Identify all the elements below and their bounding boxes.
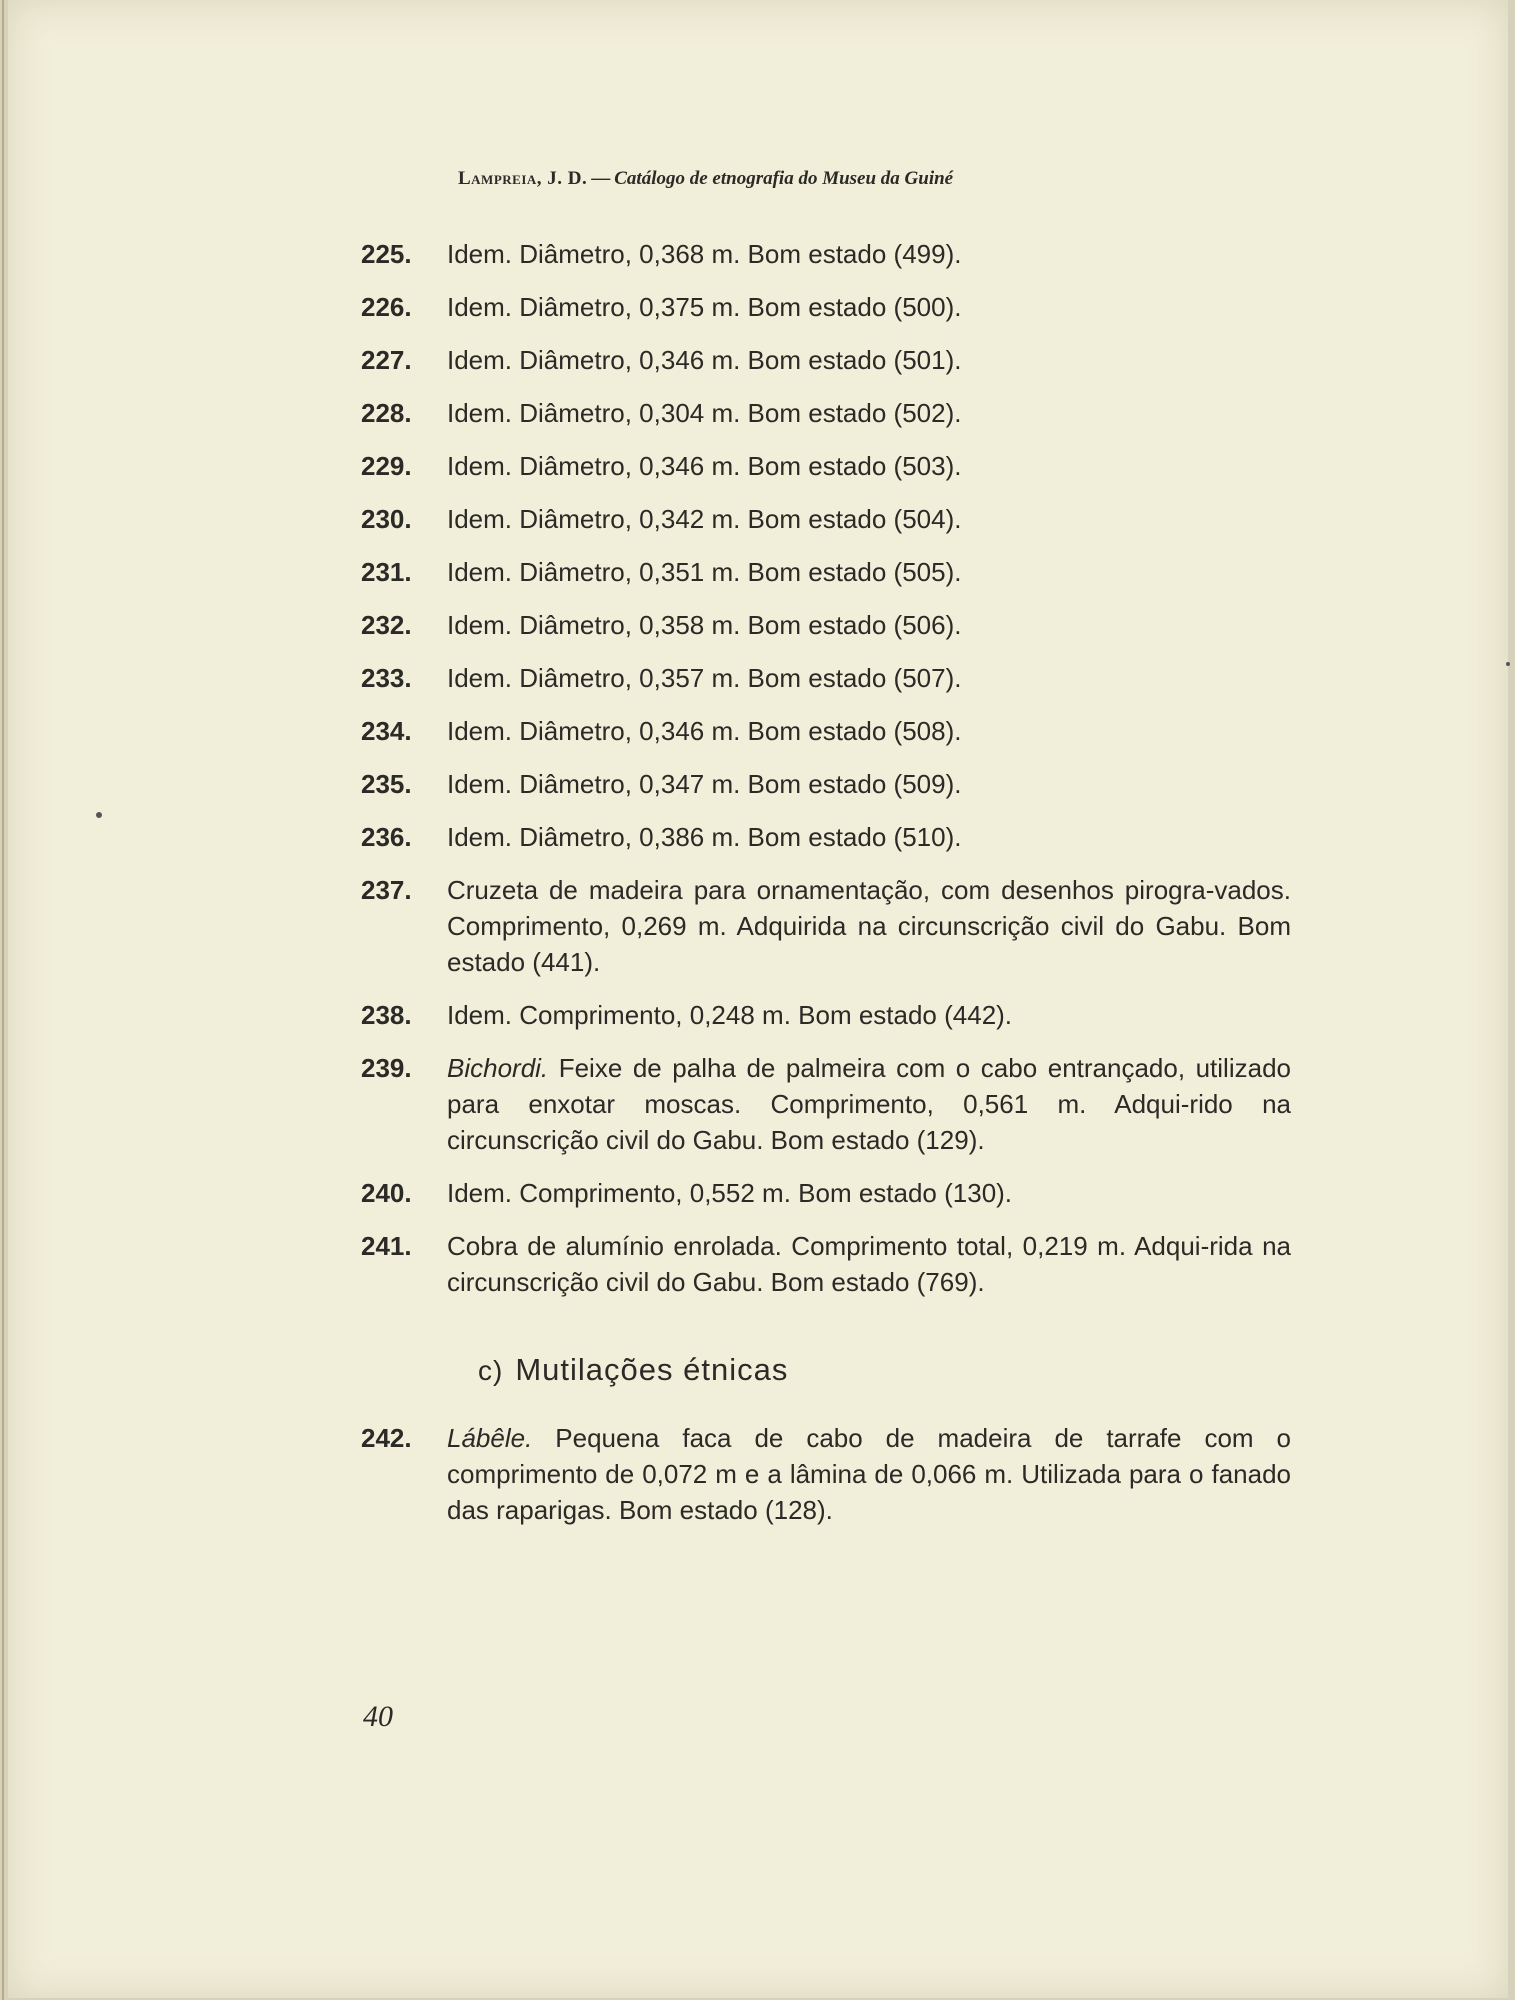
header-title: Catálogo de etnografia do Museu da Guiné [614, 168, 954, 189]
entry-number: 236. [361, 822, 412, 852]
entry-number: 232. [361, 610, 412, 640]
running-header [458, 168, 953, 190]
entry-text: Idem. Comprimento, 0,552 m. Bom estado (130). [447, 1178, 1013, 1208]
catalog-entry [361, 342, 1291, 378]
catalog-entry [361, 660, 1291, 696]
entry-text: Idem. Diâmetro, 0,304 m. Bom estado (502). [447, 398, 962, 428]
catalog-entry [361, 501, 1291, 537]
section-letter: c) [478, 1355, 504, 1386]
entry-number: 240. [361, 1178, 412, 1208]
entry-text: Feixe de palha de palmeira com o cabo entrançado, utilizado para enxotar moscas. Comprimento, 0,561 m. Adqui-rido na circunscrição civil do Gabu. Bom estado (129). [447, 1053, 1291, 1155]
entry-text: Idem. Diâmetro, 0,375 m. Bom estado (500). [447, 292, 962, 322]
catalog-entry [361, 872, 1291, 980]
entry-number: 237. [361, 875, 412, 905]
entry-number: 228. [361, 398, 412, 428]
entry-text: Pequena faca de cabo de madeira de tarrafe com o comprimento de 0,072 m e a lâmina de 0,066 m. Utilizada para o fanado das raparigas. Bom estado (128). [447, 1423, 1291, 1525]
entry-text: Cruzeta de madeira para ornamentação, com desenhos pirogra-vados. Comprimento, 0,269 m. Adquirida na circunscrição civil do Gabu. Bom estado (441). [447, 875, 1291, 977]
header-author: Lampreia, J. D. [458, 168, 588, 189]
entry-number: 231. [361, 557, 412, 587]
entry-text: Idem. Diâmetro, 0,346 m. Bom estado (503). [447, 451, 962, 481]
section-heading [361, 1352, 1291, 1388]
entry-term: Bichordi. [447, 1053, 549, 1083]
entry-term: Lábêle. [447, 1423, 533, 1453]
page-edge [2, 0, 4, 2000]
entry-number: 238. [361, 1000, 412, 1030]
catalog-entry [361, 448, 1291, 484]
paper-speck [1506, 662, 1510, 666]
catalog-entry [361, 766, 1291, 802]
catalog-entry [361, 1420, 1291, 1528]
catalog-entry [361, 1175, 1291, 1211]
catalog-entry [361, 1228, 1291, 1300]
entry-text: Idem. Diâmetro, 0,386 m. Bom estado (510). [447, 822, 962, 852]
entry-number: 233. [361, 663, 412, 693]
entry-number: 239. [361, 1053, 412, 1083]
entry-text: Idem. Diâmetro, 0,346 m. Bom estado (501). [447, 345, 962, 375]
entry-text: Idem. Diâmetro, 0,347 m. Bom estado (509). [447, 769, 962, 799]
entry-number: 242. [361, 1423, 412, 1453]
paper-speck [96, 812, 102, 818]
catalog-entries [361, 236, 1291, 1545]
entry-text: Idem. Diâmetro, 0,368 m. Bom estado (499). [447, 239, 962, 269]
catalog-entry [361, 607, 1291, 643]
catalog-entry [361, 554, 1291, 590]
entry-number: 225. [361, 239, 412, 269]
catalog-entry [361, 997, 1291, 1033]
entry-number: 230. [361, 504, 412, 534]
section-title: Mutilações étnicas [515, 1352, 789, 1387]
entry-text-wrapper [447, 1420, 1291, 1528]
entry-number: 234. [361, 716, 412, 746]
catalog-entry [361, 819, 1291, 855]
entry-number: 226. [361, 292, 412, 322]
entry-text: Idem. Diâmetro, 0,351 m. Bom estado (505). [447, 557, 962, 587]
entry-number: 229. [361, 451, 412, 481]
entry-number: 235. [361, 769, 412, 799]
catalog-entry [361, 713, 1291, 749]
entry-text: Idem. Diâmetro, 0,358 m. Bom estado (506). [447, 610, 962, 640]
entry-text: Idem. Comprimento, 0,248 m. Bom estado (442). [447, 1000, 1013, 1030]
entry-text: Cobra de alumínio enrolada. Comprimento total, 0,219 m. Adqui-rida na circunscrição civil do Gabu. Bom estado (769). [447, 1231, 1291, 1297]
entry-text: Idem. Diâmetro, 0,342 m. Bom estado (504). [447, 504, 962, 534]
entry-text: Idem. Diâmetro, 0,357 m. Bom estado (507). [447, 663, 962, 693]
catalog-entry [361, 395, 1291, 431]
entry-text-wrapper [447, 1050, 1291, 1158]
catalog-entry [361, 289, 1291, 325]
header-separator: — [591, 168, 611, 189]
entry-number: 241. [361, 1231, 412, 1261]
catalog-entry [361, 236, 1291, 272]
entry-text: Idem. Diâmetro, 0,346 m. Bom estado (508). [447, 716, 962, 746]
entry-number: 227. [361, 345, 412, 375]
page-number: 40 [363, 1700, 393, 1733]
catalog-entry [361, 1050, 1291, 1158]
page [8, 0, 1508, 1998]
